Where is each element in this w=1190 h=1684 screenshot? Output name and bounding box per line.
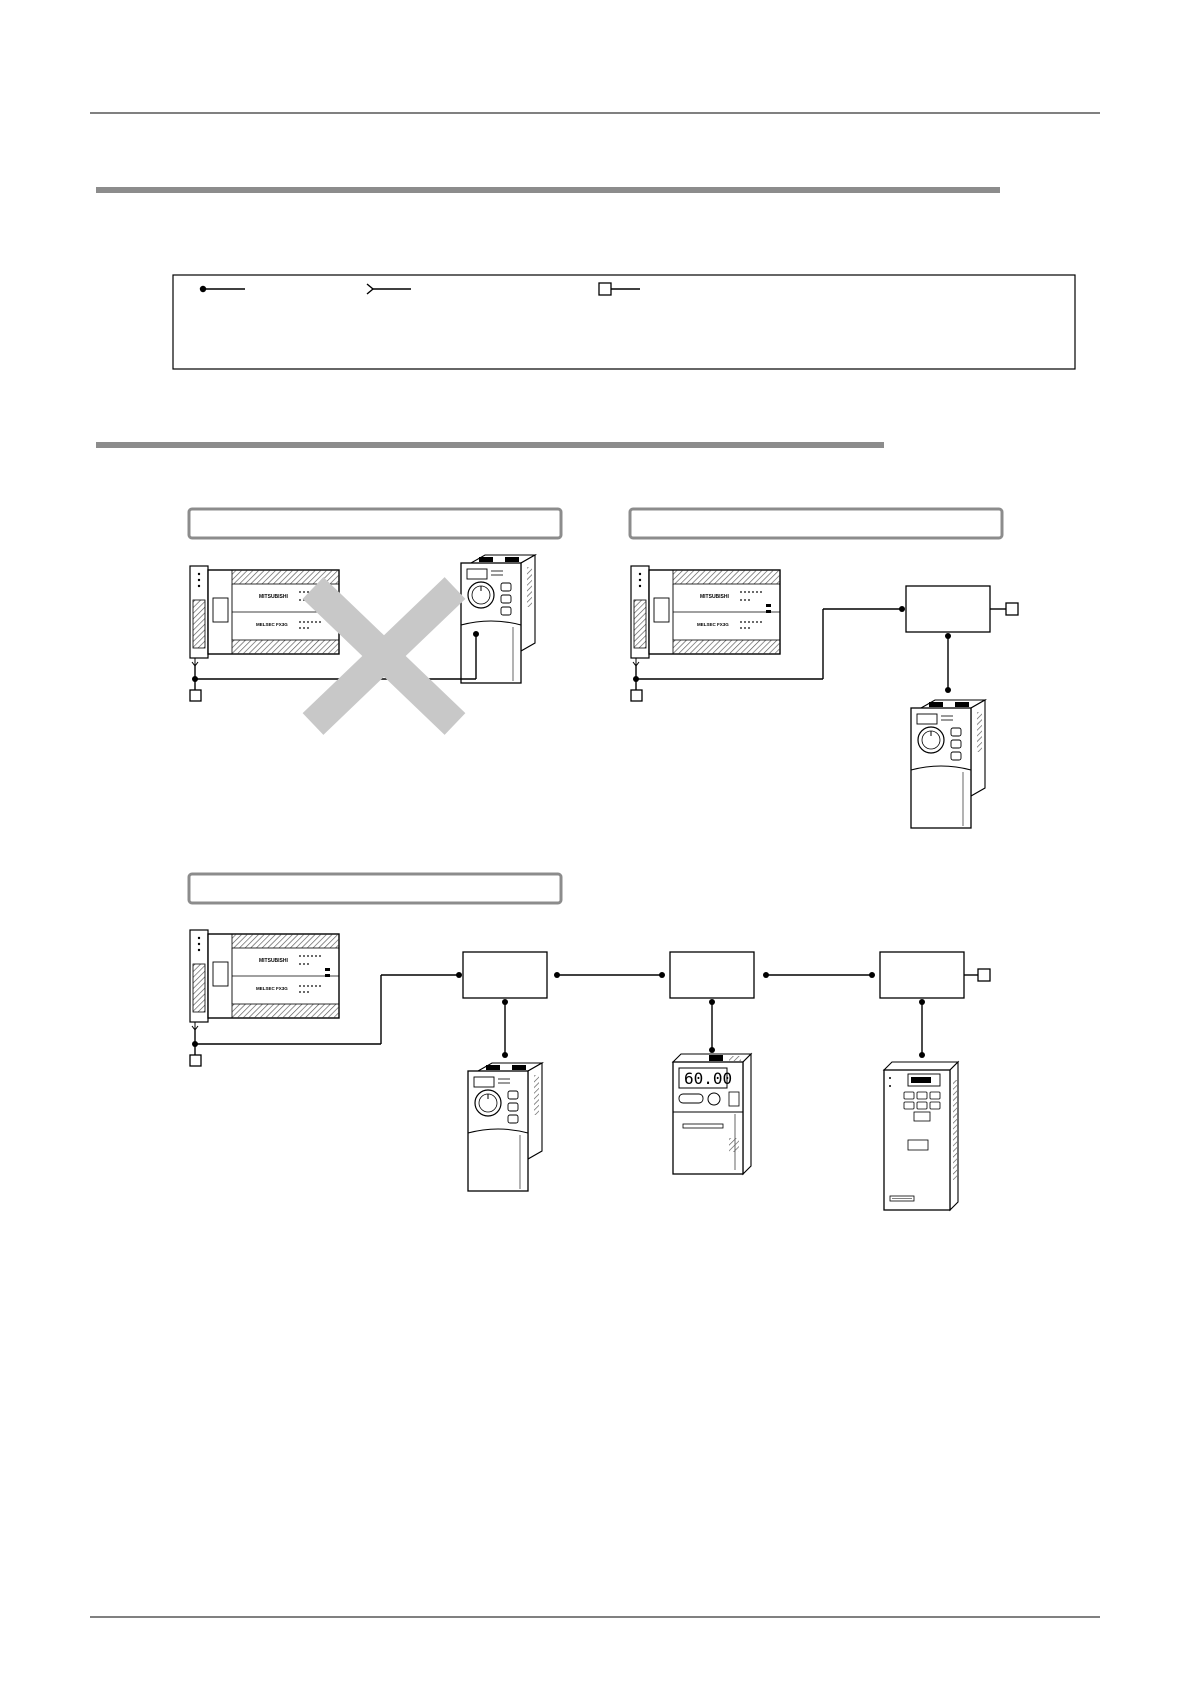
- converter-box-2: [463, 952, 547, 998]
- converter-box-3: [670, 952, 754, 998]
- inverter-small-3: [468, 1063, 542, 1191]
- page-diagram: MITSUBISHI MELSEC FX3G 60.00: [0, 0, 1190, 1684]
- inverter-medium: [673, 1054, 751, 1174]
- config-single-panel: [630, 509, 1002, 538]
- section-rule-1: [96, 187, 1000, 193]
- config-direct-panel: [189, 509, 561, 538]
- plc-device-2: [631, 566, 780, 684]
- converter-box-4: [880, 952, 964, 998]
- config-multi-panel: [189, 874, 561, 903]
- inverter-tall: [884, 1062, 958, 1210]
- legend-box: [173, 275, 1075, 369]
- section-rule-2: [96, 442, 884, 448]
- converter-box-1: [906, 586, 990, 632]
- plc-device-3: [190, 930, 339, 1048]
- not-allowed-cross: [313, 588, 455, 724]
- inverter-small-2: [911, 700, 985, 828]
- plc-device-1: [190, 566, 339, 684]
- inverter-small-1: [461, 555, 535, 683]
